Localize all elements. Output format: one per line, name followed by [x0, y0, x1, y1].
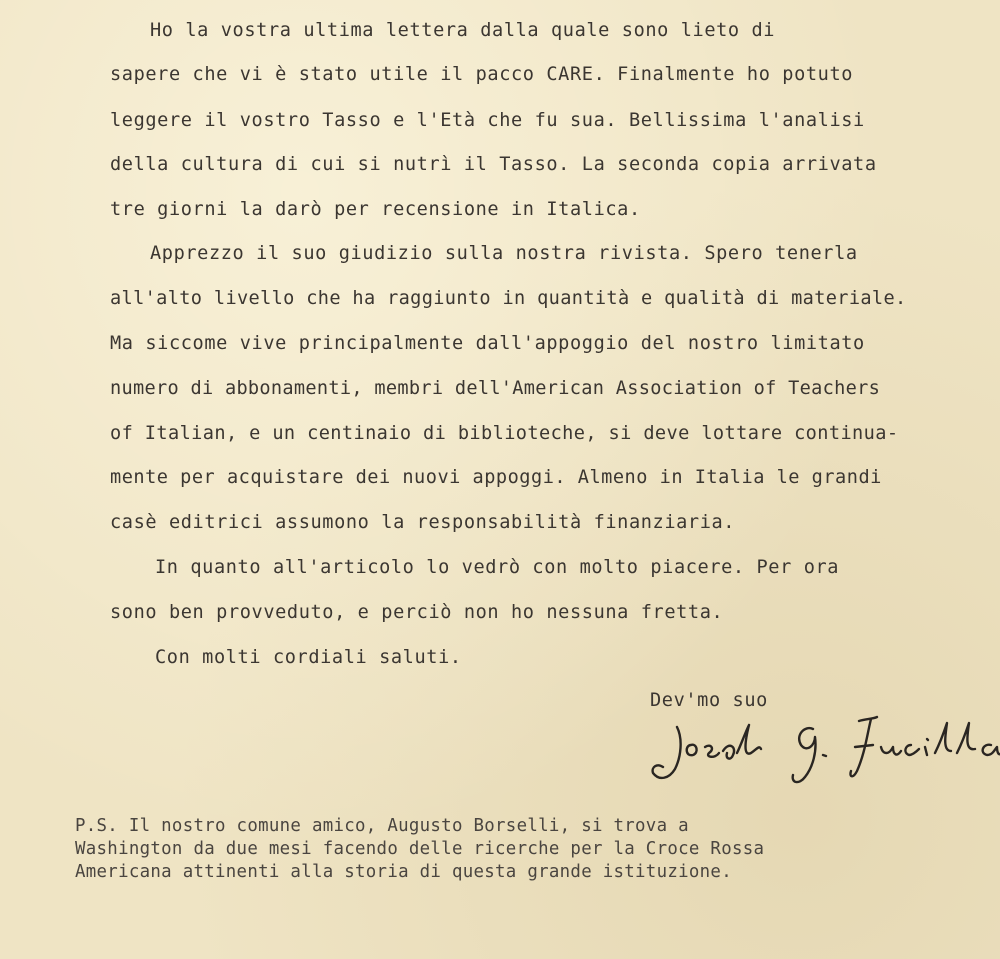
ps-line-1: P.S. Il nostro comune amico, Augusto Borselli, si trova a [75, 816, 689, 836]
ps-line-2: Washington da due mesi facendo delle ricerche per la Croce Rossa [75, 839, 765, 859]
body-line-4: della cultura di cui si nutrì il Tasso. La seconda copia arrivata [110, 154, 877, 175]
body-line-7: all'alto livello che ha raggiunto in quantità e qualità di materiale. [110, 288, 907, 309]
body-line-10: of Italian, e un centinaio di biblioteche, si deve lottare continua- [110, 423, 899, 444]
closing: Dev'mo suo [650, 690, 768, 711]
body-line-11: mente per acquistare dei nuovi appoggi. Almeno in Italia le grandi [110, 467, 882, 488]
body-line-1: Ho la vostra ultima lettera dalla quale sono lieto di [150, 20, 776, 41]
body-line-15: Con molti cordiali saluti. [155, 647, 462, 668]
body-line-9: numero di abbonamenti, membri dell'American Association of Teachers [110, 378, 881, 399]
handwritten-signature [645, 705, 1000, 795]
body-line-12: casè editrici assumono la responsabilità finanziaria. [110, 512, 736, 533]
body-line-13: In quanto all'articolo lo vedrò con molto piacere. Per ora [155, 557, 840, 578]
ps-line-3: Americana attinenti alla storia di questa grande istituzione. [75, 862, 732, 882]
body-line-3: leggere il vostro Tasso e l'Età che fu sua. Bellissima l'analisi [110, 110, 865, 131]
body-line-5: tre giorni la darò per recensione in Italica. [110, 199, 641, 220]
body-line-6: Apprezzo il suo giudizio sulla nostra rivista. Spero tenerla [150, 243, 858, 264]
body-line-8: Ma siccome vive principalmente dall'appoggio del nostro limitato [110, 333, 865, 354]
body-line-2: sapere che vi è stato utile il pacco CARE. Finalmente ho potuto [110, 64, 854, 85]
body-line-14: sono ben provveduto, e perciò non ho nessuna fretta. [110, 602, 724, 623]
